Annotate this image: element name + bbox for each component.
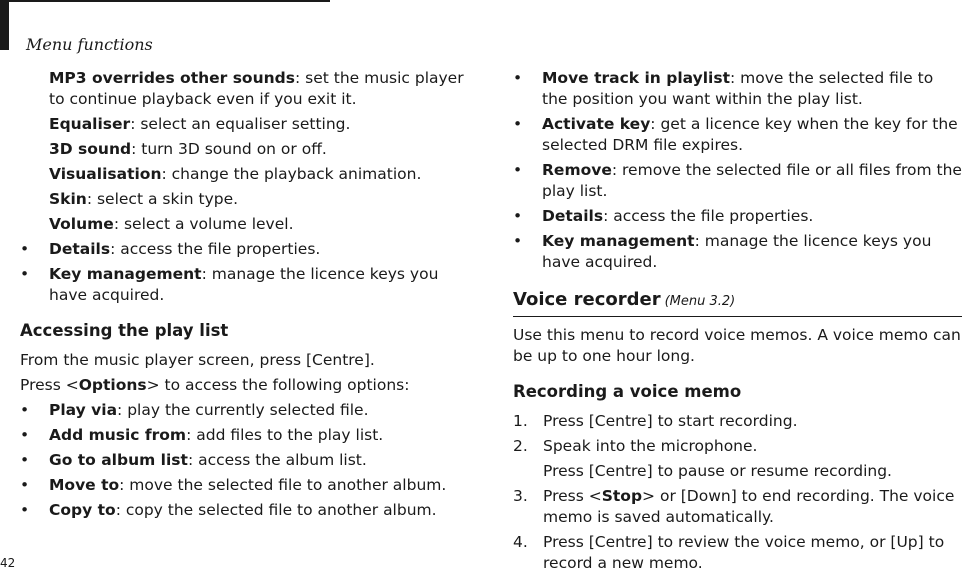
bullet-icon: •	[513, 161, 523, 179]
header-rule	[0, 0, 330, 2]
menu-reference: (Menu 3.2)	[664, 294, 736, 309]
page-number: 42	[0, 556, 16, 570]
paragraph: Use this menu to record voice memos. A voice memo can be up to one hour long.	[513, 326, 961, 365]
step-item: 1. Press [Centre] to start recording.	[513, 412, 798, 430]
bullet-item: • Activate key: get a licence key when the key for the selected DRM file expires.	[513, 115, 958, 154]
section-subheading: Accessing the play list	[20, 321, 229, 340]
step-note: Press [Centre] to pause or resume recording.	[543, 462, 892, 480]
bullet-item: • Move track in playlist: move the selected file to the position you want within the play list.	[513, 69, 934, 108]
bullet-item: • Copy to: copy the selected file to another album.	[20, 501, 437, 519]
bullet-item: • Key management: manage the licence keys you have acquired.	[20, 265, 439, 304]
left-column	[20, 68, 475, 525]
bullet-item: • Remove: remove the selected file or all files from the play list.	[513, 161, 962, 200]
bullet-item: • Go to album list: access the album list.	[20, 451, 367, 469]
bullet-icon: •	[20, 265, 30, 283]
sub-item: Equaliser: select an equaliser setting.	[49, 115, 351, 133]
bullet-item: • Add music from: add files to the play list.	[20, 426, 384, 444]
bullet-item: • Move to: move the selected file to another album.	[20, 476, 447, 494]
right-column	[513, 68, 962, 578]
bullet-icon: •	[513, 115, 523, 133]
sub-item: Skin: select a skin type.	[49, 190, 239, 208]
bullet-icon: •	[20, 451, 30, 469]
sub-item: Volume: select a volume level.	[49, 215, 294, 233]
sub-item: Visualisation: change the playback animation.	[49, 165, 422, 183]
step-item: 4. Press [Centre] to review the voice memo, or [Up] to record a new memo.	[513, 533, 945, 572]
bullet-item: • Details: access the file properties.	[513, 207, 814, 225]
bullet-item: • Details: access the file properties.	[20, 240, 321, 258]
step-item: 2. Speak into the microphone.	[513, 437, 758, 455]
bullet-item: • Key management: manage the licence keys you have acquired.	[513, 232, 932, 271]
bullet-icon: •	[513, 69, 523, 87]
step-item: 3. Press <Stop> or [Down] to end recording. The voice memo is saved automatically.	[513, 487, 955, 526]
bullet-icon: •	[20, 401, 30, 419]
bullet-icon: •	[20, 240, 30, 258]
bullet-icon: •	[513, 232, 523, 250]
header-bar	[0, 0, 9, 50]
paragraph: From the music player screen, press [Centre].	[20, 351, 375, 369]
sub-item: MP3 overrides other sounds: set the music player to continue playback even if you exit it.	[49, 69, 464, 108]
section-heading: Voice recorder (Menu 3.2)	[513, 289, 962, 317]
page-header-title: Menu functions	[26, 35, 153, 54]
bullet-icon: •	[20, 426, 30, 444]
paragraph: Press <Options> to access the following options:	[20, 376, 410, 394]
bullet-item: • Play via: play the currently selected file.	[20, 401, 369, 419]
bullet-icon: •	[20, 476, 30, 494]
bullet-icon: •	[513, 207, 523, 225]
bullet-icon: •	[20, 501, 30, 519]
sub-item: 3D sound: turn 3D sound on or off.	[49, 140, 327, 158]
section-subheading: Recording a voice memo	[513, 382, 742, 401]
